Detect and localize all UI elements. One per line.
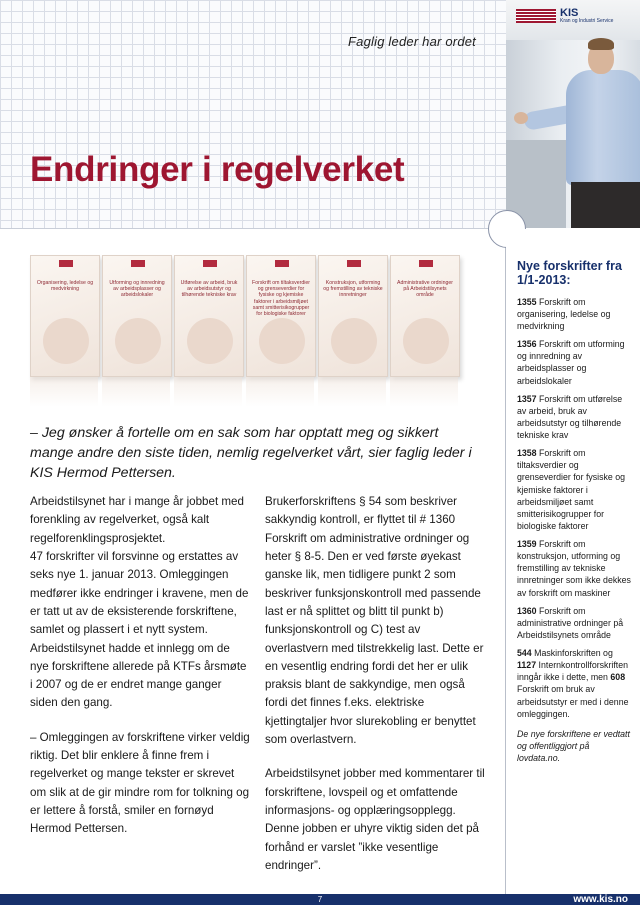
body-column-right [265, 493, 485, 891]
regulation-number: 544 [517, 648, 532, 658]
regulation-item [517, 538, 632, 599]
regulation-number: 1355 [517, 296, 537, 307]
cover-reflection [174, 377, 242, 407]
speaker-photo [506, 0, 640, 228]
logo-text [560, 8, 613, 24]
cover-reflection [390, 377, 458, 407]
lion-emblem-icon [43, 318, 89, 364]
lion-emblem-icon [187, 318, 233, 364]
cover-title: Forskrift om tiltaksverdier og grenseverdier for fysiske og kjemiske faktorer i arbeidsmiljøet samt smitterisikogrupper for biologiske faktorer [252, 280, 310, 318]
sidebar-footnote: De nye forskriftene er vedtatt og offentliggjort på lovdata.no. [517, 728, 630, 763]
note-text: Internkontrollforskriften inngår ikke i dette, men [517, 660, 629, 683]
cover-1359 [318, 255, 388, 377]
note-text: Maskinforskriften og [531, 648, 613, 658]
regulation-number: 1359 [517, 539, 537, 549]
sidebar-content [517, 259, 632, 773]
regulation-number: 1357 [517, 393, 537, 404]
regulation-number: 1360 [517, 605, 537, 616]
sidebar-title: Nye forskrifter fra 1/1-2013: [517, 259, 622, 288]
lion-emblem-icon [259, 318, 305, 364]
cover-title: Organisering, ledelse og medvirkning [36, 280, 94, 293]
sidebar-note [517, 647, 632, 720]
cover-1360 [390, 255, 460, 377]
regulation-covers [30, 255, 470, 410]
cover-reflection [102, 377, 170, 407]
cover-1356 [102, 255, 172, 377]
regulation-item [517, 296, 632, 332]
lion-emblem-icon [403, 318, 449, 364]
regulation-text: Forskrift om konstruksjon, utforming og fremstilling av tekniske innretninger som ikke dekkes av forskrift om maskiner [517, 539, 631, 598]
regulation-number: 1358 [517, 448, 537, 459]
cover-reflection [246, 377, 314, 407]
regulation-text: Forskrift om organisering, ledelse og medvirkning [517, 296, 611, 331]
regulation-text: Forskrift om administrative ordninger på Arbeidstilsynets område [517, 605, 624, 640]
section-label: Faglig leder har ordet [348, 34, 476, 49]
flag-icon [275, 260, 289, 267]
logo-tagline: Kran og Industri Service [560, 18, 614, 24]
lead-paragraph: – Jeg ønsker å fortelle om en sak som har opptatt meg og sikkert mange andre den siste tiden, nemlig regelverket vårt, sier faglig leder i KIS Hermod Pettersen. [30, 425, 472, 482]
cover-title: Administrative ordninger på Arbeidstilsynets område [397, 280, 453, 299]
regulation-number: 608 [610, 672, 626, 683]
regulation-item [517, 393, 632, 442]
person-shirt [566, 70, 640, 185]
flag-icon [203, 260, 217, 267]
cover-1355 [30, 255, 100, 377]
logo-brand: KIS [560, 7, 579, 19]
cover-title: Utforming og innredning av arbeidsplasser og arbeidslokaler [109, 280, 165, 299]
person-hand [514, 112, 528, 124]
body-paragraph: Arbeidstilsynet jobber med kommentarer til forskriftene, lovspeil og et omfattende informasjons- og opplæringsopplegg. Denne jobben er uhyre viktig siden det på forhånd er varslet ”ikke vesentlige endringer”. [265, 767, 485, 872]
body-paragraph: Brukerforskriftens § 54 som beskriver sakkyndig kontroll, er flyttet til # 1360 Forskrift om administrative ordninger og heter § 8-5. Den er ved første øyekast ganske lik, men tidligere punkt 2 som beskriver funksjonskontroll med passende last er nå splittet og blitt til punkt b) funksjonskontroll og C) test av overlastvern med tilstrekkelig last. Dette er en vesentlig endring fordi det her er ulik praksis blant de sakkyndige, men også fordi det finnes f.eks. elektriske kjettingtaljer hvor slurekobling er benyttet som overlastvern. [265, 495, 484, 747]
lion-emblem-icon [115, 318, 161, 364]
regulation-text: Forskrift om tiltaksverdier og grenseverdier for fysiske og kjemiske faktorer i arbeidsmiljøet samt smitterisikogrupper for biologiske faktorer [517, 448, 626, 531]
cover-title: Utførelse av arbeid, bruk av arbeidsutstyr og tilhørende tekniske krav [180, 280, 238, 299]
regulation-number: 1356 [517, 339, 537, 350]
regulation-item [517, 338, 632, 387]
regulation-text: Forskrift om utførelse av arbeid, bruk av arbeidsutstyr og tilhørende tekniske krav [517, 393, 623, 440]
note-text: Forskrift om bruk av arbeidsutstyr er med i denne omleggingen. [517, 684, 629, 719]
header-divider [0, 228, 506, 229]
cover-title: Konstruksjon, utforming og fremstilling av tekniske innretninger [323, 280, 383, 299]
body-paragraph: Arbeidstilsynet har i mange år jobbet med forenkling av regelverket, også kalt regelforenklingsprosjektet. 47 forskrifter vil forsvinne og erstattes av seks nye 1. januar 2013. Omleggingen medfører ikke endringer i kravene, men de er tatt ut av de eksisterende forskriftene, samlet og plassert i et nytt system. Arbeidstilsynet hadde et innlegg om de nye forskriftene allerede på KTFs årsmøte i 2007 og de er endret mange ganger siden den gang. [30, 495, 249, 710]
regulation-number: 1127 [517, 660, 537, 671]
footer-bar [0, 894, 640, 905]
person-hair [588, 38, 614, 50]
cover-reflection [318, 377, 386, 407]
page-number: 7 [317, 895, 323, 904]
kis-logo [516, 5, 634, 27]
logo-stripes-icon [516, 9, 556, 23]
footer-url: www.kis.no [573, 894, 628, 905]
flag-icon [419, 260, 433, 267]
cover-1357 [174, 255, 244, 377]
flag-icon [131, 260, 145, 267]
regulation-text: Forskrift om utforming og innredning av arbeidsplasser og arbeidslokaler [517, 339, 625, 386]
sidebar-factbox [506, 229, 640, 894]
regulation-item [517, 605, 632, 641]
flag-icon [347, 260, 361, 267]
cover-1358 [246, 255, 316, 377]
body-paragraph: – Omleggingen av forskriftene virker veldig riktig. Det blir enklere å finne frem i regelverket og mange tekster er skrevet om slik at de gir mindre rom for tolkning og er lettere å forstå, smiler en fornøyd Hermod Pettersen. [30, 730, 250, 836]
page-title: Endringer i regelverket [30, 150, 405, 189]
lion-emblem-icon [331, 318, 377, 364]
cover-reflection [30, 377, 98, 407]
body-column-left [30, 493, 250, 855]
person-trousers [571, 182, 640, 228]
flag-icon [59, 260, 73, 267]
regulation-item [517, 447, 632, 532]
